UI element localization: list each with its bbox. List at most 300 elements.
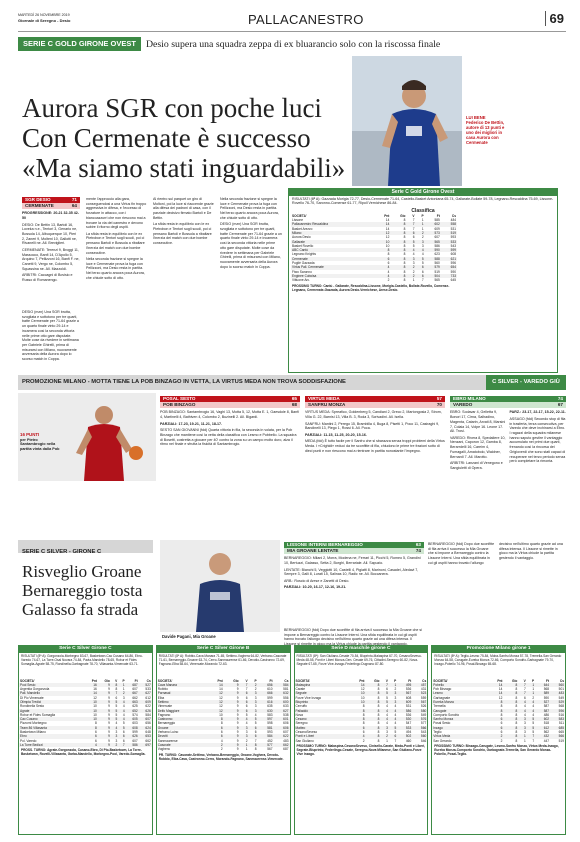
table-cell: 9: [98, 734, 111, 738]
bottom-results: [18, 645, 566, 835]
table-cell: 5: [249, 717, 258, 721]
team-home: SGR DESIO: [25, 197, 51, 202]
table-cell: 531: [405, 704, 412, 709]
table-cell: Pugliè Gazzada: [292, 261, 315, 266]
table-cell: 9: [98, 700, 111, 704]
headline-line-1: Aurora SGR con poche luci: [22, 93, 322, 123]
column-header: SOCIETA': [20, 678, 35, 683]
table-cell: 9: [224, 691, 240, 695]
table-cell: 8: [515, 704, 518, 709]
caption-2-kicker: 16 PUNTI: [20, 432, 40, 437]
groane-text-b: BERNAREGGIO (fdd) Dopo due sconfitte di fila arriva il successo la Mia Groane che si impone a Bernareggio contro la Lissone Interni. Una sfida equilibrata in cui gli ospiti hanno trovato l'allungo decisivo nell'ultimo quarto grazie ad una difesa intensa. Il Lissone si rimette in gioco ma la Virtus chiude la partita gestendo il vantaggio.: [428, 542, 563, 565]
table-cell: 526: [420, 704, 427, 709]
table-cell: Pol. Varedo: [20, 738, 37, 743]
table-cell: 8: [390, 240, 406, 244]
table-cell: 8: [403, 269, 406, 274]
table-cell: 7: [240, 683, 249, 687]
table-cell: Settimo: [157, 700, 208, 704]
table-cell: 566: [550, 734, 565, 738]
caption-kicker: LUI BENE: [466, 115, 486, 120]
table-cell: 502: [397, 734, 412, 738]
team-varedo: VAREDO: [453, 402, 473, 408]
table-cell: Basketown Milano: [20, 730, 46, 735]
table-cell: Vittuone Arc.: [292, 278, 311, 283]
column-header: Pnt: [217, 678, 223, 683]
table-cell: 597: [258, 717, 274, 721]
table-cell: 667: [126, 691, 139, 695]
table-cell: 14: [85, 691, 98, 695]
results-panel: [431, 645, 566, 835]
table-cell: 10: [85, 709, 98, 713]
photo-caption-2: [20, 432, 60, 451]
table-cell: 622: [274, 734, 290, 738]
panel-standings: [19, 679, 152, 748]
table-cell: 608: [405, 695, 412, 700]
table-cell: Vimercate: [157, 704, 173, 709]
panel-results-text: RISULTATI (8ª A): Teglio-Lesmo 75-84, Moba-Sanfru Monza 57-78, Tremella-San Gerardo Monza 64-58, Carugate-Eureka Monza 72-66, Comporto Sondrio-Garbagnate 79-70, Inzago-Pobello 74-96, Posal-Binzago 65-68.: [434, 653, 562, 666]
table-cell: 586: [397, 709, 412, 713]
table-cell: 1: [122, 687, 125, 692]
table-cell: 8: [85, 726, 98, 730]
article-paragraph-3: La sfida resta in equilibrio con le ex Pietrobon e Tentori sugli scudi, poi ci pensano Bartoli e Bossola a ribaltare l'inerzia del match con due bombe consecutive.: [86, 231, 145, 255]
table-cell: 8: [500, 704, 503, 709]
table-cell: 9: [108, 721, 110, 726]
table-cell: 3: [523, 730, 526, 735]
column-header: Ft: [269, 678, 273, 683]
table-cell: 6: [245, 704, 248, 709]
table-cell: 625: [132, 704, 138, 709]
table-cell: 8: [95, 721, 97, 726]
table-cell: 10: [93, 712, 97, 717]
table-cell: Pob Binzago: [433, 687, 452, 692]
table-cell: 3: [518, 726, 526, 730]
table-cell: 519: [558, 738, 564, 743]
score-sanfru: 70: [436, 402, 442, 408]
table-cell: 9: [236, 721, 239, 726]
table-cell: 9: [108, 730, 110, 735]
table-cell: 8: [220, 721, 223, 726]
column-header: V: [245, 678, 248, 683]
table-cell: 599: [441, 248, 457, 252]
table-cell: 518: [543, 721, 550, 726]
table-cell: Malaspina: [295, 683, 351, 687]
table-cell: 6: [500, 721, 503, 726]
table-cell: 4: [240, 717, 249, 721]
table-cell: 12: [385, 235, 390, 240]
table-cell: 583: [267, 712, 273, 717]
table-cell: 3: [254, 704, 257, 709]
table-cell: Lesmo: [432, 691, 489, 695]
table-cell: 8: [503, 726, 518, 730]
article-column-2: [86, 197, 148, 372]
table-cell: 3: [249, 709, 258, 713]
table-cell: 4: [118, 700, 125, 704]
table-cell: 9: [224, 717, 240, 721]
table-cell: Robbio: [157, 687, 168, 692]
table-cell: 9: [224, 743, 240, 747]
table-cell: 12: [93, 695, 97, 700]
table-cell: 8: [515, 687, 518, 692]
table-cell: 4: [389, 717, 397, 721]
table-cell: 12: [219, 704, 223, 709]
table-cell: 607: [132, 738, 138, 743]
table-cell: 2: [532, 695, 535, 700]
page-number: 69: [545, 11, 564, 26]
table-cell: 687: [126, 683, 139, 687]
score-ebro-away: [450, 402, 566, 408]
table-cell: 7: [518, 691, 526, 695]
table-cell: 584: [145, 712, 151, 717]
score-posal: 65: [291, 396, 297, 401]
table-cell: 1: [518, 734, 526, 738]
table-cell: 565: [434, 278, 440, 283]
table-cell: Matteo: [295, 726, 351, 730]
table-cell: 4: [406, 248, 415, 252]
table-cell: 6: [220, 730, 223, 735]
table-cell: 16: [85, 683, 98, 687]
table-cell: 3: [406, 257, 415, 261]
table-cell: 8: [515, 712, 518, 717]
table-cell: 586: [434, 243, 440, 248]
table-cell: 663: [126, 700, 139, 704]
table-cell: 8: [403, 278, 406, 283]
table-cell: Seregno: [295, 721, 308, 726]
varedo-lineup: VAREDO: Rivera 8, Spedaliere 10, Nenzani, Caporon 12, Gamba 8, Berarrdelli 16, Careim 4, Fumagalli, Amatobolo, Waldner, Bernardi 7. All. Marotto.: [450, 435, 506, 459]
table-cell: 6: [421, 269, 424, 274]
table-cell: 9: [236, 695, 239, 700]
panel-header: Serie C Silver Girone B: [157, 646, 290, 653]
results-box: [288, 188, 558, 373]
table-cell: 8: [365, 700, 380, 704]
table-cell: 577: [258, 743, 274, 747]
table-cell: 6: [489, 726, 504, 730]
table-cell: 602: [425, 222, 441, 226]
player-photo-3: [160, 540, 280, 632]
table-cell: 4: [394, 704, 397, 709]
table-cell: 616: [258, 700, 274, 704]
table-cell: 599: [267, 695, 273, 700]
player-illustration: [352, 56, 462, 186]
table-cell: 6: [406, 231, 415, 235]
table-cell: Cermenate: [291, 257, 375, 261]
table-cell: Pool Sesto: [19, 683, 85, 687]
groane-partials: PARZIALI: 10-20, 16-17, 12-16, 19-21.: [284, 585, 347, 590]
table-cell: 2: [362, 738, 365, 743]
score-varedo: 67: [557, 402, 563, 408]
table-cell: 2: [500, 738, 503, 743]
column-header: P: [421, 213, 424, 218]
table-cell: 581: [283, 687, 289, 692]
table-cell: 536: [405, 712, 412, 717]
table-cell: 652: [126, 709, 139, 713]
table-cell: 8: [515, 695, 518, 700]
table-cell: 568: [543, 687, 550, 692]
table-cell: 2: [394, 687, 397, 692]
table-cell: 685: [550, 726, 565, 730]
table-cell: 4: [115, 721, 118, 726]
score-away: 64: [71, 203, 77, 209]
table-cell: 5: [122, 721, 125, 726]
table-cell: 7: [518, 683, 526, 687]
table-cell: 4: [380, 717, 388, 721]
table-cell: 3: [254, 695, 257, 700]
table-cell: 6: [245, 695, 248, 700]
table-cell: 6: [122, 730, 125, 735]
results-header: Serie C Gold Girone Ovest: [289, 189, 557, 196]
table-cell: 14: [351, 683, 366, 687]
scorebox-virtus: [305, 396, 445, 532]
table-cell: 560: [412, 734, 427, 738]
table-cell: 4: [118, 709, 125, 713]
table-cell: 579: [425, 265, 441, 269]
table-cell: 7: [412, 218, 415, 223]
posal-article: [160, 410, 300, 532]
table-cell: ABC Cantù: [291, 248, 375, 252]
table-cell: 3: [389, 691, 397, 695]
next-round: PROSSIMO TURNO: Cantù - Gallarate, Rescaldina-Lissone, Morigia-Castello, Bollate-Rovello, Comense-Legnano, Cermenate-Gazzada, Aurora Desio-Vernichese, Arese-Desio.: [292, 283, 450, 292]
table-cell: 9: [236, 712, 239, 717]
table-cell: Ebro: [19, 734, 85, 738]
table-cell: Posal Sesto: [433, 721, 451, 726]
table-cell: 519: [441, 231, 457, 235]
table-cell: 3: [245, 730, 248, 735]
table-cell: 609: [397, 700, 412, 704]
table-cell: 10: [219, 712, 223, 717]
table-cell: 4: [380, 709, 388, 713]
table-cell: 4: [386, 712, 388, 717]
table-cell: 536: [405, 687, 412, 692]
table-cell: 6: [95, 738, 97, 743]
column-header: V: [115, 678, 118, 683]
table-cell: 8: [390, 248, 406, 252]
team-sanfru: SANFRU MONZA: [308, 402, 346, 408]
table-cell: 605: [126, 717, 139, 721]
column-header: P: [122, 678, 125, 683]
table-cell: 2: [489, 734, 504, 738]
table-cell: 621: [441, 257, 457, 261]
table-cell: 9: [98, 691, 111, 695]
table-cell: Castronno: [157, 717, 208, 721]
column-header: P: [532, 678, 535, 683]
table-cell: 7: [532, 738, 535, 743]
table-cell: 662: [132, 695, 138, 700]
table-cell: 6: [489, 717, 504, 721]
masthead: [18, 8, 566, 32]
column-header: Pnt: [359, 678, 365, 683]
table-cell: 590: [425, 248, 441, 252]
bernareggio-lineup: BERNAREGGIO: Milani 2, Morra, Modena ne, Ferrari 11, Picchi 5, Romeo 5, Grandini 10, Bertuzzi, Galasso, Setta 2, Borghi, Berrariale. All. Sapuzio.: [284, 556, 421, 566]
table-cell: 635: [267, 704, 273, 709]
table-cell: 2: [208, 743, 224, 747]
table-cell: 2: [387, 278, 390, 283]
table-cell: 8: [489, 700, 504, 704]
table-cell: 1: [245, 747, 248, 752]
article-body: [22, 310, 80, 370]
table-cell: 9: [236, 738, 239, 743]
table-cell: 8: [403, 226, 406, 231]
table-cell: 511: [558, 721, 564, 726]
table-cell: 4: [118, 717, 125, 721]
table-cell: 5: [380, 691, 388, 695]
table-cell: 567: [412, 700, 427, 704]
table-cell: 2: [111, 743, 118, 747]
table-cell: 2: [412, 269, 415, 274]
results-panel: [156, 645, 291, 835]
column-header: Ft: [408, 678, 412, 683]
panel-next-round: PROSSIMO TURNO: Binzago-Carugate, Lesmo-Sanfru Monza, Virtus Meda-Inzago, Eureka Monza-Comporto Sondrio, Garbagnate-Tremella, San Gerardo Monza-Pobello, Posal-Teglio.: [434, 743, 559, 757]
panel-header: Serie C Silver Girone C: [19, 646, 152, 653]
table-cell: 632: [274, 691, 290, 695]
table-cell: 5: [111, 709, 118, 713]
table-cell: 12: [208, 700, 224, 704]
table-cell: 6: [416, 274, 425, 278]
table-cell: 562: [543, 730, 550, 735]
table-cell: 596: [450, 261, 456, 266]
table-cell: Argentia Gorgonzola: [20, 687, 50, 692]
table-cell: 9: [108, 695, 110, 700]
table-cell: Delfo Maggiore: [157, 709, 208, 713]
table-cell: 14: [489, 691, 504, 695]
table-cell: 5: [386, 695, 388, 700]
article-paragraph-1: DESIO (mzn) Una SGR brutta, svogliata e sottotono per tre quarti, batte Cermenate per 71-64 grazie a un quarto finale vinto 29-14 e incamera così la seconda vittoria nelle prime otto gare disputate. Molte cose da rivedere in settimana per Gabriele Ghirelli, prima di misurarsi con Milano, nuovamente avversaria della Aurora dopo lo scorso match in Coppa.: [22, 310, 79, 362]
table-cell: Team 86 Villasanta: [19, 726, 85, 730]
table-cell: 8: [249, 743, 258, 747]
table-cell: 447: [543, 738, 550, 743]
column-header: Ft: [134, 678, 138, 683]
table-cell: 573: [425, 231, 441, 235]
table-cell: 9: [224, 709, 240, 713]
table-cell: 581: [258, 726, 274, 730]
table-cell: Pall. Mandello: [19, 691, 85, 695]
table-cell: 648: [145, 730, 151, 735]
table-cell: 495: [397, 683, 412, 687]
banner-kicker: Desio supera una squadra zeppa di ex bluarancio solo con la riscossa finale: [145, 38, 441, 50]
results-panel: [294, 645, 429, 835]
score-lissone: 63: [415, 542, 421, 547]
column-header: Cs: [559, 678, 564, 683]
score-ebro: 74: [557, 396, 563, 401]
table-cell: 556: [283, 695, 289, 700]
table-cell: 1: [386, 738, 388, 743]
table-cell: 8: [351, 709, 366, 713]
masthead-paper: Giornale di Seregno - Desio: [18, 18, 71, 23]
table-cell: 8: [515, 721, 518, 726]
table-cell: San Giuliano: [295, 738, 314, 743]
table-cell: 5: [380, 700, 388, 704]
table-cell: 4: [220, 738, 223, 743]
team-ebro: EBRO MILANO: [453, 396, 486, 401]
table-cell: La Torre Bedizzi: [19, 743, 85, 747]
team-lissone: LISSONE INTERNI BERNAREGGIO: [287, 542, 363, 547]
table-cell: 3: [249, 700, 258, 704]
table-cell: 6: [387, 261, 390, 266]
virtus-partials: PARZIALI: 11-15, 11-25, 20-20, 15-16.: [305, 432, 367, 437]
table-cell: 590: [450, 269, 456, 274]
column-header: V: [523, 678, 526, 683]
table-cell: 8: [365, 691, 380, 695]
table-cell: 9: [236, 704, 239, 709]
table-cell: Olimpia Tredici: [19, 700, 85, 704]
column-header: Gio: [104, 678, 110, 683]
table-cell: 12: [375, 231, 391, 235]
table-cell: 589: [535, 691, 550, 695]
headline2-line-1: Risveglio Groane: [22, 562, 142, 581]
table-cell: 623: [434, 252, 440, 257]
table-cell: 8: [375, 248, 391, 252]
panel-standings: [432, 679, 565, 743]
table-cell: 6: [85, 734, 98, 738]
table-cell: 6: [118, 734, 125, 738]
table-cell: 4: [518, 709, 526, 713]
table-cell: 4: [389, 709, 397, 713]
team-virtus: VIRTUS MEDA: [308, 396, 340, 401]
table-cell: 5: [527, 717, 535, 721]
column-header: P: [394, 678, 397, 683]
team-binzago: POB BINZAGO: [163, 402, 196, 408]
table-cell: 516: [558, 712, 564, 717]
headline2-line-2: Bernareggio tosta: [22, 581, 143, 600]
ebro-article: [450, 410, 566, 532]
table-cell: 5: [412, 243, 415, 248]
table-cell: 1: [412, 278, 415, 283]
table-cell: 9: [108, 712, 110, 717]
table-cell: 9: [236, 687, 239, 692]
table-cell: 8: [403, 218, 406, 223]
standings-table: [291, 214, 457, 283]
table-cell: 3: [115, 730, 118, 735]
table-cell: Teglio: [433, 730, 442, 735]
table-cell: 584: [258, 734, 274, 738]
table-cell: 5: [115, 712, 118, 717]
table-cell: Cac Cusano: [19, 717, 85, 721]
table-cell: 662: [274, 743, 290, 747]
score-virtus: 57: [436, 396, 442, 401]
table-cell: Elba: [157, 695, 165, 700]
table-cell: 483: [283, 738, 289, 743]
table-cell: 576: [412, 717, 427, 721]
table-cell: 4: [416, 248, 425, 252]
table-cell: 596: [550, 709, 565, 713]
posal-lineup: POB BINZAGO: Santambrogio 16, Vaghi 13, Motta 5, 12, Motta E. 1, Gaesdole 8, Banfi 4, Martinelli 4, Bathiven 4, Colombo 2, Buzinelli 2. All. Bigardi.: [160, 410, 299, 420]
table-cell: 6: [240, 700, 249, 704]
section-banner-3: [18, 540, 153, 553]
table-cell: 2: [220, 747, 223, 752]
table-cell: 5: [527, 726, 535, 730]
table-cell: 14: [385, 226, 390, 231]
table-cell: 10: [85, 717, 98, 721]
table-cell: 12: [208, 691, 224, 695]
column-header: Gio: [400, 213, 406, 218]
table-cell: 4: [351, 734, 366, 738]
table-cell: 5: [254, 721, 257, 726]
table-cell: Sanfru Monza: [432, 717, 489, 721]
table-cell: 4: [527, 709, 535, 713]
scorebox-details: [22, 211, 80, 282]
table-cell: 530: [397, 717, 412, 721]
table-cell: 527: [139, 683, 152, 687]
panel-next-round: PROSSIMO TURNO: Malaspina-CesanoSeveso, Cinisello-Carate, Meda-Ponti e Liberi, Segrate-Bluprinto, Federlingo-Cesate, Seregno-Nova Milanese, San Giuliano-Forze Vive Inzago.: [296, 743, 426, 757]
table-cell: 8: [403, 252, 406, 257]
table-cell: 602: [535, 717, 550, 721]
table-cell: 543: [420, 730, 427, 735]
table-cell: Pizzorni Morbegno: [20, 721, 47, 726]
table-cell: 4: [523, 712, 526, 717]
table-cell: 4: [122, 704, 125, 709]
table-cell: Palladdò: [295, 709, 351, 713]
table-cell: 654: [441, 265, 457, 269]
table-cell: 9: [224, 726, 240, 730]
table-cell: Enginee Cuboisa: [291, 274, 375, 278]
